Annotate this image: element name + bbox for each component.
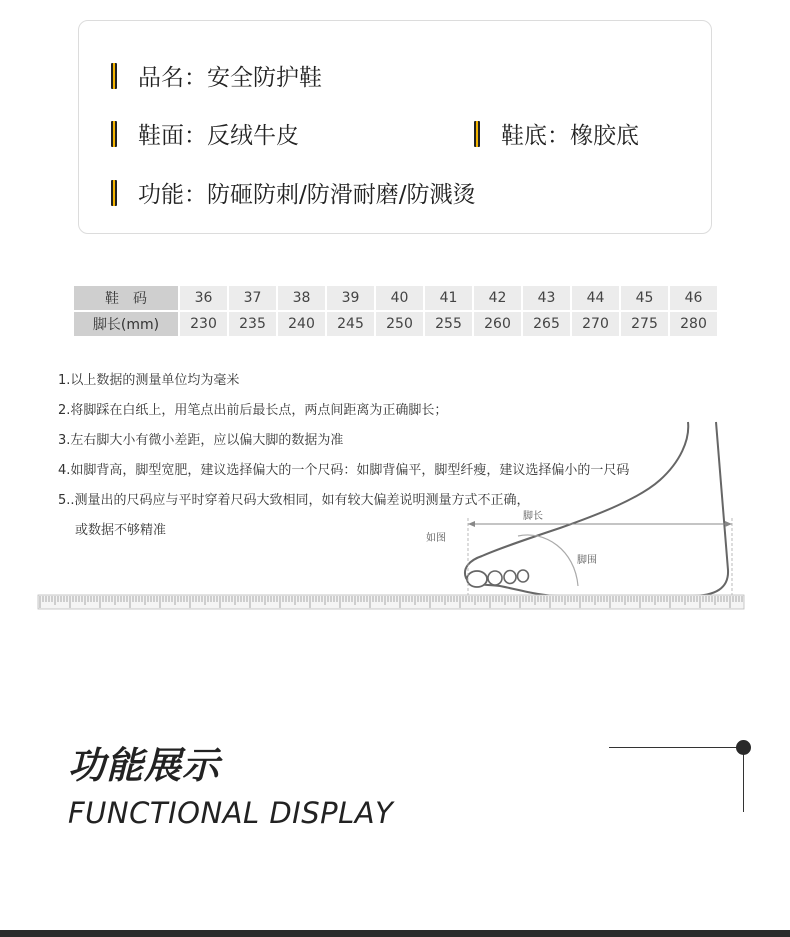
spec-upper-text: 鞋面：反绒牛皮 [138,123,299,149]
measurement-notes [58,366,629,546]
note-line: 或数据不够精准 [75,523,167,538]
decorative-dot-icon [736,740,751,755]
size-cell: 42 [474,286,521,310]
size-cell: 45 [621,286,668,310]
length-cell: 255 [425,312,472,336]
size-cell: 39 [327,286,374,310]
section-title: 功能展示 [68,744,220,787]
length-cell: 280 [670,312,717,336]
bottom-bar [0,930,790,937]
size-cell: 44 [572,286,619,310]
diagram-length-label: 脚长 [523,511,543,522]
length-row-label: 脚长(mm) [74,312,178,336]
spec-card [78,20,712,234]
bullet-marker-icon [474,121,480,147]
size-cell: 37 [229,286,276,310]
length-cell: 245 [327,312,374,336]
size-cell: 46 [670,286,717,310]
section-subtitle: FUNCTIONAL DISPLAY [68,796,394,830]
size-row-label: 鞋 码 [74,286,178,310]
size-cell: 43 [523,286,570,310]
decorative-line [609,747,743,748]
length-cell: 275 [621,312,668,336]
decorative-line [743,748,744,812]
length-cell: 240 [278,312,325,336]
size-cell: 41 [425,286,472,310]
note-line: 4.如脚背高，脚型宽肥，建议选择偏大的一个尺码：如脚背偏平，脚型纤瘦，建议选择偏小的一尺码 [58,463,630,478]
size-row [74,286,717,310]
note-line: 2.将脚踩在白纸上，用笔点出前后最长点，两点间距离为正确脚长； [58,403,448,418]
length-cell: 235 [229,312,276,336]
size-table [72,284,719,338]
length-cell: 250 [376,312,423,336]
note-line: 1.以上数据的测量单位均为毫米 [58,373,240,388]
size-cell: 36 [180,286,227,310]
note-line: 5..测量出的尺码应与平时穿着尺码大致相同，如有较大偏差说明测量方式不正确， [58,493,530,508]
diagram-example-label: 如图 [426,533,446,544]
bullet-marker-icon [111,63,117,89]
diagram-girth-label: 脚围 [577,555,597,566]
bullet-marker-icon [111,180,117,206]
spec-upper [111,117,299,150]
note-line: 3.左右脚大小有微小差距，应以偏大脚的数据为准 [58,433,344,448]
size-cell: 40 [376,286,423,310]
toe-icon [467,571,487,587]
length-cell: 230 [180,312,227,336]
spec-sole-text: 鞋底：橡胶底 [501,123,639,149]
toe-icon [518,570,529,582]
spec-product-name [111,59,322,92]
length-row [74,312,717,336]
spec-product-name-text: 品名：安全防护鞋 [138,65,322,91]
bullet-marker-icon [111,121,117,147]
spec-function-text: 功能：防砸防刺/防滑耐磨/防溅烫 [138,182,476,208]
length-cell: 260 [474,312,521,336]
length-cell: 265 [523,312,570,336]
toe-icon [504,571,516,584]
length-cell: 270 [572,312,619,336]
spec-function [111,176,476,209]
size-cell: 38 [278,286,325,310]
toe-icon [488,571,502,585]
spec-sole [474,117,639,150]
